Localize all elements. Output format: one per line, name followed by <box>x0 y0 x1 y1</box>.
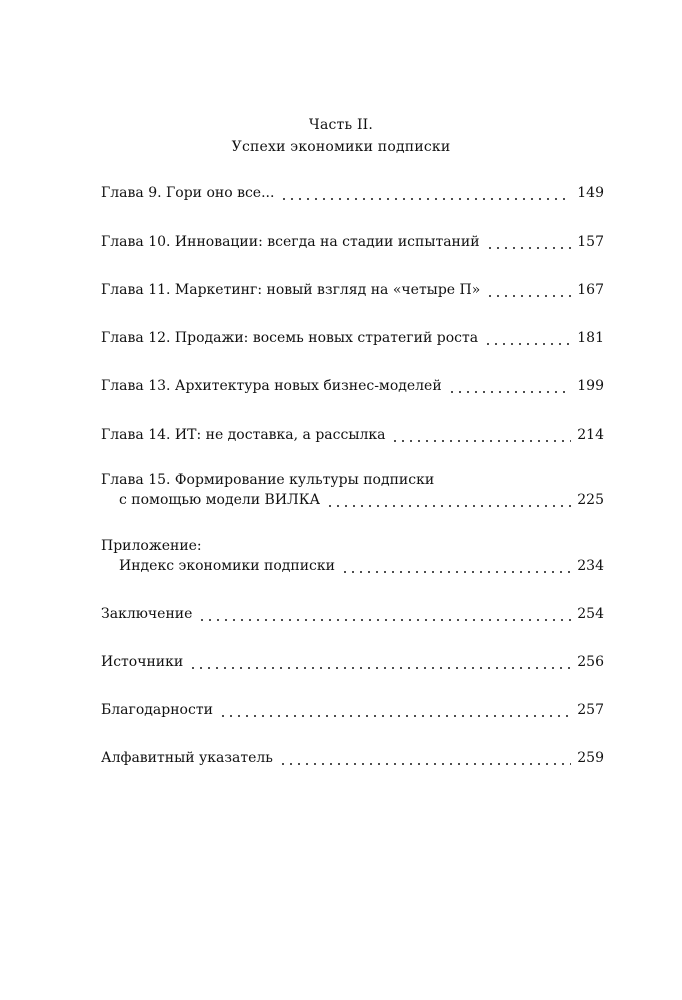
toc-entry-title: Глава 13. Архитектура новых бизнес-моделей <box>101 378 442 394</box>
toc-entry-title: Источники <box>101 654 184 670</box>
dot-leader <box>219 706 571 720</box>
toc-page-number: 234 <box>577 558 604 574</box>
dot-leader <box>279 754 571 768</box>
toc-entry-chapter-15[interactable] <box>101 490 604 510</box>
toc-entry-title: Глава 11. Маркетинг: новый взгляд на «четыре П» <box>101 282 481 298</box>
dot-leader <box>486 286 571 300</box>
toc-page-number: 256 <box>577 654 604 670</box>
toc-entry-title: Глава 9. Гори оно все... <box>101 185 275 201</box>
toc-page-number: 254 <box>577 606 604 622</box>
part-label: Часть II. <box>308 117 374 133</box>
toc-entry-title: Заключение <box>101 606 193 622</box>
toc-entry-sources[interactable] <box>101 652 604 672</box>
toc-entry-title: Индекс экономики подписки <box>119 558 335 574</box>
toc-entry-chapter-13[interactable] <box>101 376 604 396</box>
toc-entry-chapter-15-line1[interactable]: Глава 15. Формирование культуры подписки <box>101 472 435 488</box>
toc-page-number: 149 <box>577 185 604 201</box>
toc-entry-chapter-11[interactable] <box>101 280 604 300</box>
toc-page-number: 157 <box>577 234 604 250</box>
toc-entry-chapter-12[interactable] <box>101 328 604 348</box>
toc-page-number: 257 <box>577 702 604 718</box>
dot-leader <box>391 431 571 445</box>
toc-entry-title: Глава 10. Инновации: всегда на стадии испытаний <box>101 234 480 250</box>
toc-page-number: 167 <box>577 282 604 298</box>
part-title: Успехи экономики подписки <box>231 139 451 155</box>
toc-page-number: 181 <box>577 330 604 346</box>
dot-leader <box>341 562 571 576</box>
toc-entry-title: с помощью модели ВИЛКА <box>119 492 321 508</box>
dot-leader <box>198 610 571 624</box>
toc-entry-chapter-14[interactable] <box>101 425 604 445</box>
dot-leader <box>326 496 571 510</box>
toc-page-number: 225 <box>577 492 604 508</box>
toc-entry-title: Глава 12. Продажи: восемь новых стратегий роста <box>101 330 479 346</box>
dot-leader <box>448 382 572 396</box>
toc-page-number: 259 <box>577 750 604 766</box>
dot-leader <box>189 658 571 672</box>
toc-entry-acknowledgements[interactable] <box>101 700 604 720</box>
toc-entry-title: Благодарности <box>101 702 213 718</box>
toc-page-number: 214 <box>577 427 604 443</box>
toc-entry-title: Глава 14. ИТ: не доставка, а рассылка <box>101 427 386 443</box>
dot-leader <box>484 334 571 348</box>
toc-entry-appendix-line1[interactable]: Приложение: <box>101 538 202 554</box>
toc-entry-appendix[interactable] <box>101 556 604 576</box>
toc-entry-conclusion[interactable] <box>101 604 604 624</box>
toc-entry-chapter-10[interactable] <box>101 232 604 252</box>
dot-leader <box>486 238 572 252</box>
toc-page-number: 199 <box>577 378 604 394</box>
toc-entry-index[interactable] <box>101 748 604 768</box>
toc-entry-chapter-9[interactable] <box>101 183 604 203</box>
toc-entry-title: Алфавитный указатель <box>101 750 273 766</box>
dot-leader <box>280 189 571 203</box>
